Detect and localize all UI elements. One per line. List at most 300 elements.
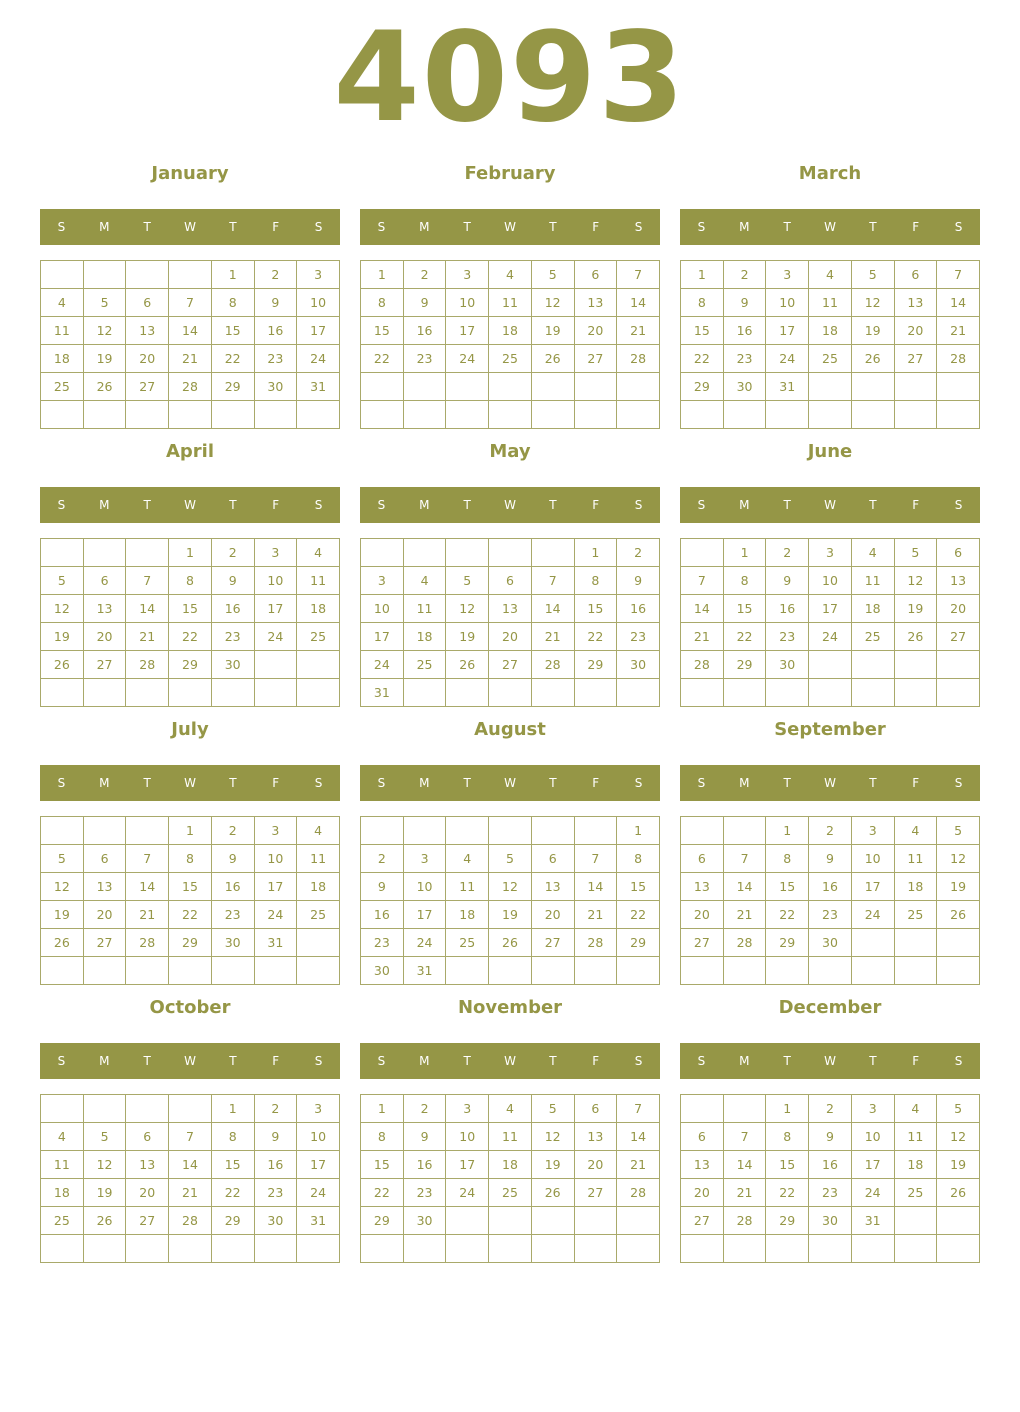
weekday-header: T — [783, 1054, 791, 1068]
day-cell: 30 — [254, 373, 297, 401]
day-cell: 13 — [489, 595, 532, 623]
day-cell: 1 — [211, 1095, 254, 1123]
day-cell: 5 — [937, 817, 980, 845]
day-cell: 14 — [617, 1123, 660, 1151]
day-cell — [126, 817, 169, 845]
day-cell: 31 — [254, 929, 297, 957]
day-cell — [169, 1095, 212, 1123]
day-cell: 25 — [41, 373, 84, 401]
day-cell: 25 — [894, 1179, 937, 1207]
day-cell: 30 — [254, 1207, 297, 1235]
day-cell: 19 — [851, 317, 894, 345]
day-cell: 8 — [211, 289, 254, 317]
day-cell: 6 — [83, 845, 126, 873]
day-cell: 14 — [723, 873, 766, 901]
day-cell: 24 — [851, 901, 894, 929]
day-cell: 6 — [574, 261, 617, 289]
weekday-header: T — [549, 776, 557, 790]
day-cell — [169, 401, 212, 429]
day-cell: 22 — [723, 623, 766, 651]
day-cell — [254, 401, 297, 429]
day-cell — [403, 679, 446, 707]
day-cell: 30 — [403, 1207, 446, 1235]
day-cell: 23 — [723, 345, 766, 373]
weekday-header: M — [99, 498, 110, 512]
day-cell — [851, 929, 894, 957]
weekday-header: S — [634, 220, 643, 234]
day-cell — [446, 679, 489, 707]
day-cell: 25 — [297, 901, 340, 929]
day-cell — [41, 401, 84, 429]
weekday-header-bar — [360, 209, 660, 245]
day-cell — [489, 679, 532, 707]
day-cell — [446, 817, 489, 845]
day-cell: 21 — [531, 623, 574, 651]
weekday-header: T — [229, 776, 237, 790]
day-cell: 30 — [361, 957, 404, 985]
day-cell: 1 — [617, 817, 660, 845]
day-cell: 20 — [937, 595, 980, 623]
day-cell: 8 — [681, 289, 724, 317]
day-cell: 28 — [126, 651, 169, 679]
day-cell: 7 — [531, 567, 574, 595]
day-cell — [83, 679, 126, 707]
day-cell — [489, 1235, 532, 1263]
day-cell: 26 — [531, 345, 574, 373]
day-cell — [489, 373, 532, 401]
day-cell — [83, 817, 126, 845]
day-cell: 21 — [617, 317, 660, 345]
day-cell — [126, 401, 169, 429]
weekday-header: M — [739, 498, 750, 512]
day-cell: 10 — [446, 1123, 489, 1151]
day-cell: 19 — [937, 873, 980, 901]
weekday-header: W — [504, 1054, 516, 1068]
day-cell: 12 — [83, 1151, 126, 1179]
day-cell: 10 — [766, 289, 809, 317]
day-cell: 15 — [766, 873, 809, 901]
day-cell — [297, 651, 340, 679]
day-cell: 19 — [894, 595, 937, 623]
day-cell: 9 — [254, 289, 297, 317]
day-cell: 5 — [894, 539, 937, 567]
day-cell: 13 — [531, 873, 574, 901]
day-cell — [937, 401, 980, 429]
weekday-header: F — [912, 1054, 920, 1068]
day-cell: 13 — [126, 317, 169, 345]
day-cell: 5 — [41, 567, 84, 595]
day-cell: 23 — [617, 623, 660, 651]
day-cell: 25 — [403, 651, 446, 679]
day-cell: 8 — [169, 567, 212, 595]
day-cell — [617, 1235, 660, 1263]
weekday-header: T — [783, 776, 791, 790]
weekday-header: T — [549, 220, 557, 234]
day-cell — [297, 401, 340, 429]
day-cell: 19 — [83, 1179, 126, 1207]
day-cell — [809, 401, 852, 429]
month-name: January — [151, 163, 229, 184]
day-cell: 21 — [574, 901, 617, 929]
day-cell: 31 — [403, 957, 446, 985]
day-cell: 22 — [766, 1179, 809, 1207]
day-cell: 2 — [617, 539, 660, 567]
day-cell: 4 — [894, 1095, 937, 1123]
weekday-header: T — [463, 498, 471, 512]
day-cell: 8 — [211, 1123, 254, 1151]
day-cell — [83, 261, 126, 289]
day-cell — [937, 1207, 980, 1235]
day-cell — [403, 373, 446, 401]
day-cell: 17 — [361, 623, 404, 651]
day-cell: 28 — [169, 1207, 212, 1235]
weekday-header-bar — [680, 1043, 980, 1079]
day-cell: 17 — [403, 901, 446, 929]
month-name: February — [464, 163, 556, 184]
day-cell: 7 — [126, 845, 169, 873]
day-cell: 14 — [531, 595, 574, 623]
day-cell: 6 — [681, 845, 724, 873]
day-cell: 5 — [851, 261, 894, 289]
day-cell: 19 — [41, 623, 84, 651]
day-cell: 26 — [83, 1207, 126, 1235]
weekday-header: W — [184, 1054, 196, 1068]
day-cell — [489, 401, 532, 429]
day-cell — [723, 679, 766, 707]
day-cell: 6 — [126, 1123, 169, 1151]
day-cell: 23 — [403, 1179, 446, 1207]
day-grid — [680, 1094, 980, 1263]
day-grid — [360, 538, 660, 707]
day-cell: 3 — [851, 817, 894, 845]
weekday-header: M — [739, 220, 750, 234]
day-cell: 8 — [766, 845, 809, 873]
day-cell — [403, 401, 446, 429]
day-cell: 2 — [211, 539, 254, 567]
month-name: August — [474, 719, 546, 740]
day-cell — [894, 679, 937, 707]
day-cell — [617, 957, 660, 985]
year-title: 4093 — [333, 6, 687, 150]
day-cell: 22 — [766, 901, 809, 929]
weekday-header: S — [377, 1054, 386, 1068]
day-cell — [446, 1207, 489, 1235]
day-cell: 4 — [41, 1123, 84, 1151]
day-cell: 10 — [403, 873, 446, 901]
day-cell — [937, 373, 980, 401]
day-cell: 30 — [211, 651, 254, 679]
day-cell — [937, 1235, 980, 1263]
day-cell: 28 — [126, 929, 169, 957]
day-cell — [297, 929, 340, 957]
day-cell — [446, 1235, 489, 1263]
day-cell: 14 — [681, 595, 724, 623]
day-cell: 11 — [446, 873, 489, 901]
weekday-header: S — [57, 498, 66, 512]
day-cell: 6 — [83, 567, 126, 595]
day-cell: 22 — [361, 1179, 404, 1207]
day-cell: 9 — [617, 567, 660, 595]
day-cell: 18 — [894, 873, 937, 901]
day-cell: 2 — [403, 1095, 446, 1123]
weekday-header: F — [912, 776, 920, 790]
day-cell — [403, 817, 446, 845]
weekday-header: S — [697, 776, 706, 790]
day-cell — [531, 539, 574, 567]
month-name: September — [774, 719, 886, 740]
day-cell: 26 — [937, 1179, 980, 1207]
day-cell — [83, 401, 126, 429]
day-cell: 27 — [574, 1179, 617, 1207]
day-cell: 12 — [489, 873, 532, 901]
day-cell — [446, 401, 489, 429]
day-cell: 29 — [766, 1207, 809, 1235]
day-cell — [574, 957, 617, 985]
day-cell: 1 — [169, 539, 212, 567]
day-cell: 3 — [446, 261, 489, 289]
weekday-header: M — [99, 776, 110, 790]
day-cell — [446, 539, 489, 567]
day-cell: 4 — [851, 539, 894, 567]
day-cell: 20 — [574, 1151, 617, 1179]
day-cell: 19 — [446, 623, 489, 651]
day-cell: 28 — [937, 345, 980, 373]
day-cell: 2 — [809, 817, 852, 845]
weekday-header: F — [592, 498, 600, 512]
weekday-header: S — [377, 776, 386, 790]
weekday-header: S — [314, 1054, 323, 1068]
month-name: June — [807, 441, 853, 462]
day-cell: 24 — [297, 1179, 340, 1207]
day-cell: 28 — [617, 1179, 660, 1207]
day-cell: 24 — [446, 1179, 489, 1207]
day-cell: 21 — [169, 1179, 212, 1207]
day-cell: 20 — [83, 623, 126, 651]
day-cell — [254, 1235, 297, 1263]
day-cell: 11 — [403, 595, 446, 623]
day-cell: 6 — [126, 289, 169, 317]
day-cell: 28 — [723, 929, 766, 957]
day-cell: 5 — [83, 289, 126, 317]
day-cell: 2 — [211, 817, 254, 845]
day-cell: 23 — [766, 623, 809, 651]
weekday-header: M — [739, 1054, 750, 1068]
day-cell — [894, 1235, 937, 1263]
day-cell: 21 — [126, 623, 169, 651]
weekday-header: S — [954, 498, 963, 512]
day-cell: 28 — [531, 651, 574, 679]
day-cell: 19 — [937, 1151, 980, 1179]
day-cell — [531, 957, 574, 985]
day-cell: 9 — [254, 1123, 297, 1151]
day-cell: 14 — [169, 1151, 212, 1179]
day-cell: 15 — [169, 873, 212, 901]
weekday-header: F — [592, 776, 600, 790]
day-cell: 29 — [211, 373, 254, 401]
day-cell: 26 — [531, 1179, 574, 1207]
day-cell: 5 — [531, 1095, 574, 1123]
day-cell: 11 — [297, 567, 340, 595]
day-cell: 25 — [41, 1207, 84, 1235]
weekday-header: W — [824, 220, 836, 234]
month-name: November — [457, 997, 563, 1018]
day-cell: 15 — [574, 595, 617, 623]
day-cell — [361, 817, 404, 845]
day-cell — [211, 679, 254, 707]
day-cell — [937, 679, 980, 707]
day-cell: 21 — [169, 345, 212, 373]
day-cell: 2 — [361, 845, 404, 873]
day-cell: 6 — [894, 261, 937, 289]
weekday-header-bar — [40, 487, 340, 523]
day-cell: 8 — [169, 845, 212, 873]
day-cell: 11 — [894, 845, 937, 873]
day-cell: 13 — [681, 873, 724, 901]
day-cell: 22 — [211, 1179, 254, 1207]
day-cell: 23 — [254, 345, 297, 373]
day-cell: 23 — [211, 623, 254, 651]
day-cell — [489, 957, 532, 985]
day-cell: 4 — [489, 261, 532, 289]
day-cell — [297, 1235, 340, 1263]
weekday-header: T — [869, 776, 877, 790]
day-cell: 22 — [617, 901, 660, 929]
day-cell: 31 — [297, 1207, 340, 1235]
day-cell: 13 — [574, 1123, 617, 1151]
weekday-header: W — [184, 776, 196, 790]
day-cell: 25 — [809, 345, 852, 373]
day-cell: 22 — [169, 623, 212, 651]
day-cell: 25 — [851, 623, 894, 651]
day-grid — [40, 816, 340, 985]
day-cell — [809, 679, 852, 707]
day-cell: 18 — [297, 873, 340, 901]
day-cell: 23 — [211, 901, 254, 929]
day-cell: 10 — [297, 289, 340, 317]
day-cell: 9 — [211, 845, 254, 873]
day-cell — [489, 817, 532, 845]
day-cell: 14 — [126, 873, 169, 901]
day-cell: 1 — [766, 1095, 809, 1123]
day-cell — [126, 1235, 169, 1263]
day-cell — [126, 679, 169, 707]
day-cell: 3 — [297, 1095, 340, 1123]
day-cell: 13 — [681, 1151, 724, 1179]
day-cell: 7 — [723, 1123, 766, 1151]
day-cell: 20 — [126, 1179, 169, 1207]
day-cell — [851, 373, 894, 401]
day-cell — [169, 261, 212, 289]
day-cell: 12 — [937, 845, 980, 873]
day-cell: 1 — [361, 1095, 404, 1123]
day-cell: 1 — [169, 817, 212, 845]
weekday-header: M — [419, 220, 430, 234]
day-cell: 20 — [126, 345, 169, 373]
day-cell: 3 — [446, 1095, 489, 1123]
weekday-header: W — [824, 1054, 836, 1068]
day-cell: 29 — [617, 929, 660, 957]
day-cell — [446, 373, 489, 401]
day-cell: 10 — [851, 1123, 894, 1151]
weekday-header-bar — [680, 487, 980, 523]
day-cell — [489, 1207, 532, 1235]
day-cell: 8 — [361, 1123, 404, 1151]
day-cell — [894, 957, 937, 985]
day-cell: 4 — [489, 1095, 532, 1123]
day-cell — [937, 957, 980, 985]
day-cell: 10 — [446, 289, 489, 317]
day-cell: 9 — [211, 567, 254, 595]
day-cell: 17 — [446, 1151, 489, 1179]
day-cell: 9 — [809, 845, 852, 873]
day-cell: 6 — [937, 539, 980, 567]
day-cell: 20 — [894, 317, 937, 345]
weekday-header: S — [634, 776, 643, 790]
day-cell: 6 — [681, 1123, 724, 1151]
weekday-header: S — [634, 1054, 643, 1068]
day-cell: 24 — [851, 1179, 894, 1207]
day-cell: 9 — [723, 289, 766, 317]
month-name: April — [165, 441, 215, 462]
day-cell: 11 — [894, 1123, 937, 1151]
weekday-header: T — [143, 1054, 151, 1068]
day-cell — [169, 679, 212, 707]
day-cell — [851, 651, 894, 679]
day-cell: 15 — [617, 873, 660, 901]
day-grid — [40, 1094, 340, 1263]
day-cell: 9 — [361, 873, 404, 901]
day-cell: 21 — [723, 1179, 766, 1207]
weekday-header: M — [419, 498, 430, 512]
day-cell — [83, 957, 126, 985]
day-cell: 17 — [851, 873, 894, 901]
day-cell: 11 — [851, 567, 894, 595]
day-cell: 12 — [851, 289, 894, 317]
day-cell: 24 — [446, 345, 489, 373]
day-cell: 5 — [446, 567, 489, 595]
day-cell: 1 — [723, 539, 766, 567]
day-cell: 8 — [723, 567, 766, 595]
day-cell: 15 — [169, 595, 212, 623]
day-cell: 15 — [681, 317, 724, 345]
month-name: May — [489, 441, 531, 462]
weekday-header: F — [272, 1054, 280, 1068]
day-cell: 13 — [894, 289, 937, 317]
day-cell: 19 — [83, 345, 126, 373]
weekday-header: W — [504, 776, 516, 790]
day-cell: 1 — [211, 261, 254, 289]
day-cell — [297, 679, 340, 707]
day-cell: 15 — [361, 1151, 404, 1179]
day-cell: 19 — [489, 901, 532, 929]
day-cell — [169, 957, 212, 985]
day-cell: 24 — [809, 623, 852, 651]
day-cell: 10 — [297, 1123, 340, 1151]
weekday-header: S — [314, 776, 323, 790]
day-cell: 2 — [254, 1095, 297, 1123]
day-cell: 10 — [254, 567, 297, 595]
day-cell: 1 — [681, 261, 724, 289]
day-cell: 1 — [574, 539, 617, 567]
day-cell — [766, 957, 809, 985]
day-cell: 27 — [937, 623, 980, 651]
day-cell — [361, 373, 404, 401]
weekday-header: W — [504, 498, 516, 512]
day-cell: 16 — [361, 901, 404, 929]
day-cell: 11 — [809, 289, 852, 317]
day-cell: 15 — [766, 1151, 809, 1179]
day-grid — [360, 260, 660, 429]
